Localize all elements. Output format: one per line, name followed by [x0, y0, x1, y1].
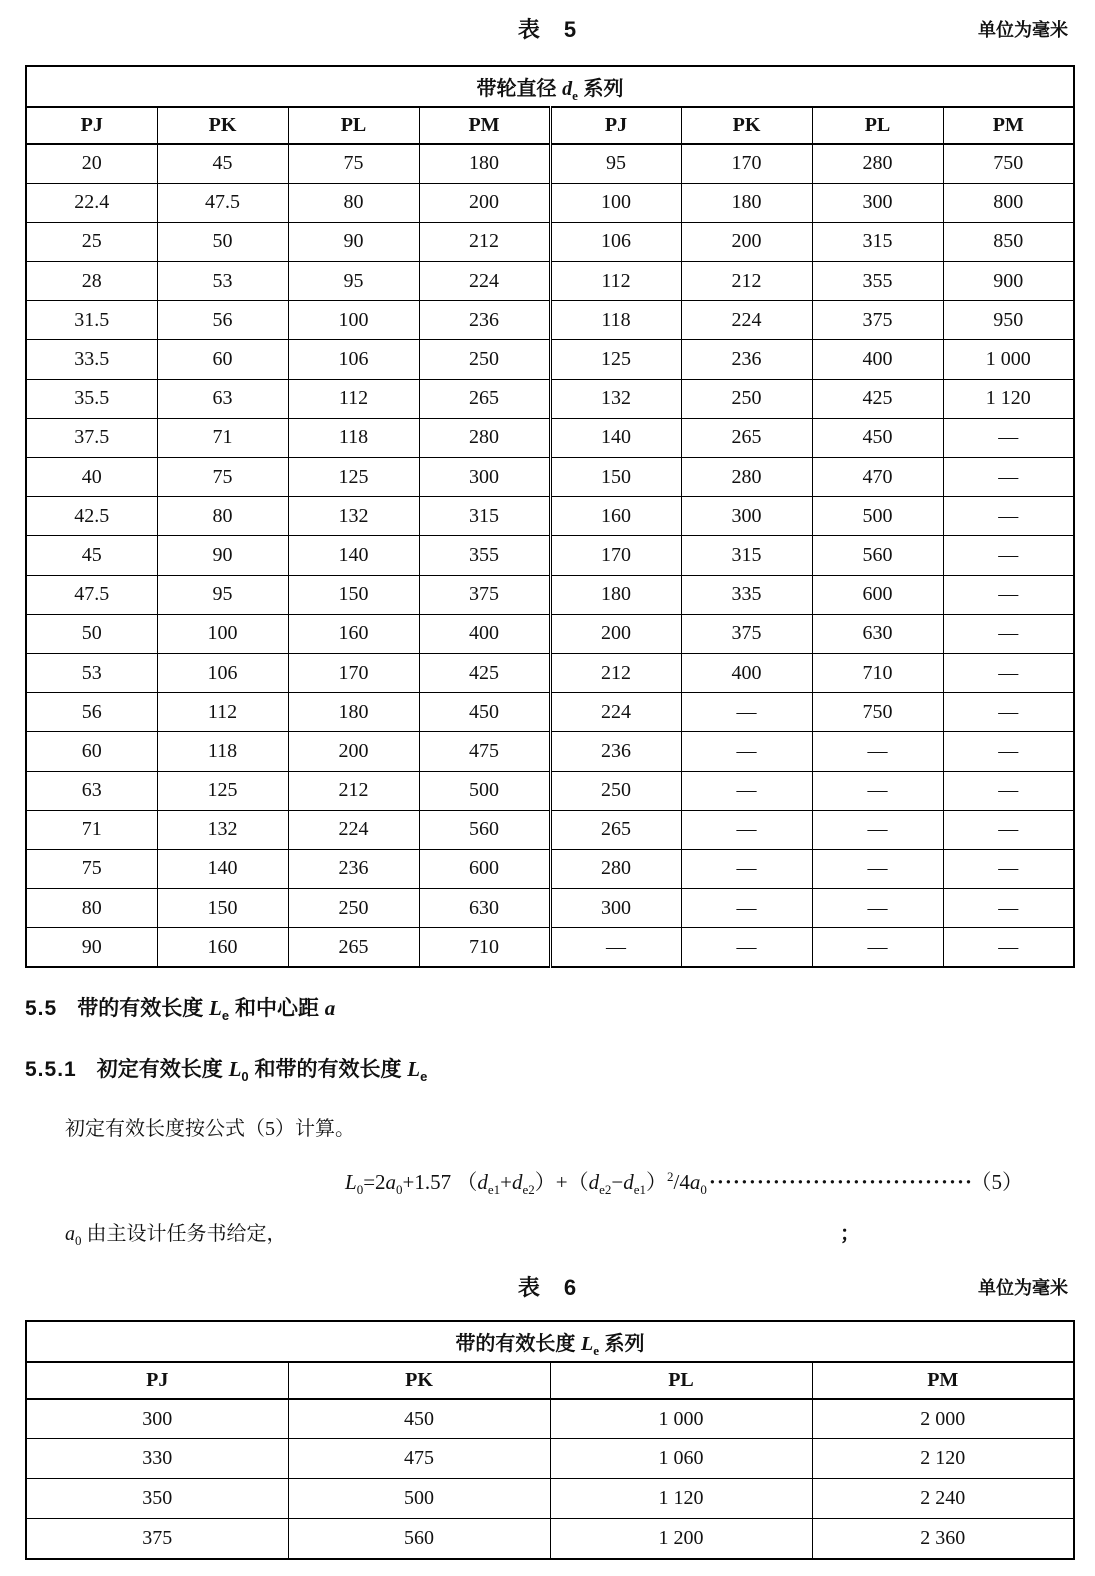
table-row: [26, 849, 1074, 888]
table5-caption-row: [25, 13, 1070, 45]
table-cell: 710: [812, 653, 943, 692]
table-cell: 335: [681, 575, 812, 614]
table-cell: —: [943, 575, 1074, 614]
table-cell: 160: [157, 928, 288, 967]
section-heading-5-5: [25, 992, 1070, 1022]
formula-var: d: [588, 1169, 600, 1194]
table-cell: 630: [812, 614, 943, 653]
table5-title: [26, 66, 1074, 107]
table-cell: —: [943, 771, 1074, 810]
table-cell: 37.5: [26, 418, 157, 457]
table-cell: 236: [419, 301, 550, 340]
table-cell: 630: [419, 889, 550, 928]
a0-var: a: [65, 1222, 75, 1245]
table-row: [26, 1362, 1074, 1399]
table-cell: PL: [812, 107, 943, 144]
table6-title-sub: e: [593, 1342, 599, 1358]
table-row: [26, 732, 1074, 771]
table-cell: PM: [943, 107, 1074, 144]
table-cell: 125: [288, 458, 419, 497]
table-cell: 400: [419, 614, 550, 653]
table-cell: 425: [812, 379, 943, 418]
table-cell: 560: [288, 1519, 550, 1559]
a0-paragraph: [65, 1217, 1070, 1246]
table-cell: 140: [157, 849, 288, 888]
table-cell: 224: [419, 262, 550, 301]
table-cell: 300: [419, 458, 550, 497]
table-cell: 33.5: [26, 340, 157, 379]
table-cell: 450: [288, 1399, 550, 1439]
table-cell: 45: [157, 144, 288, 183]
table-row: [26, 771, 1074, 810]
table-cell: 212: [419, 222, 550, 261]
formula-line: [25, 1166, 1070, 1196]
heading-var-L0: L: [228, 1056, 242, 1081]
formula-sub: e2: [522, 1182, 535, 1198]
table6-title: [26, 1321, 1074, 1362]
table-cell: 71: [26, 810, 157, 849]
table6-title-suffix: 系列: [599, 1332, 645, 1355]
table-cell: 2 120: [812, 1439, 1074, 1479]
table-cell: 265: [681, 418, 812, 457]
table-row: [26, 928, 1074, 967]
table6-title-prefix: 带的有效长度: [455, 1332, 581, 1355]
table-row: [26, 66, 1074, 107]
heading-var-sub: e: [420, 1069, 428, 1085]
section-number: 5.5.1: [25, 1057, 77, 1081]
table-row: [26, 1321, 1074, 1362]
table-cell: 425: [419, 653, 550, 692]
table-cell: —: [681, 849, 812, 888]
table-cell: 50: [157, 222, 288, 261]
table6-title-var: L: [581, 1332, 594, 1355]
table-cell: 118: [288, 418, 419, 457]
formula-sub: e2: [599, 1182, 612, 1198]
table-cell: 56: [157, 301, 288, 340]
table-cell: 2 240: [812, 1479, 1074, 1519]
table-cell: 63: [157, 379, 288, 418]
table-cell: —: [681, 693, 812, 732]
table-cell: 150: [550, 458, 681, 497]
table-cell: 125: [550, 340, 681, 379]
table-cell: 710: [419, 928, 550, 967]
table5-body: [26, 144, 1074, 967]
heading-text: 和中心距: [229, 996, 325, 1020]
table-cell: 1 200: [550, 1519, 812, 1559]
table-cell: 180: [681, 183, 812, 222]
table-cell: 375: [26, 1519, 288, 1559]
table6-unit-note: 单位为毫米: [978, 1277, 1068, 1298]
table-row: [26, 497, 1074, 536]
table-cell: 950: [943, 301, 1074, 340]
table-cell: 250: [288, 889, 419, 928]
formula-sub: 0: [396, 1182, 403, 1198]
table-cell: 224: [681, 301, 812, 340]
table-cell: 500: [812, 497, 943, 536]
formula-var: L: [345, 1169, 357, 1194]
table-cell: 22.4: [26, 183, 157, 222]
table-cell: —: [943, 810, 1074, 849]
heading-text: 初定有效长度: [96, 1057, 229, 1081]
table-cell: 500: [288, 1479, 550, 1519]
table5-title-var: d: [562, 78, 573, 100]
a0-sub: 0: [75, 1232, 82, 1248]
table-cell: —: [550, 928, 681, 967]
table6-body: [26, 1399, 1074, 1559]
table5-title-suffix: 系列: [577, 78, 624, 100]
table-row: [26, 1479, 1074, 1519]
table-cell: 200: [419, 183, 550, 222]
formula-op: +1.57 （: [402, 1169, 478, 1194]
table-cell: 475: [288, 1439, 550, 1479]
formula-sub: 0: [356, 1182, 364, 1198]
section-number: 5.5: [25, 996, 58, 1020]
table-cell: —: [681, 771, 812, 810]
table-cell: 40: [26, 458, 157, 497]
table-cell: 90: [26, 928, 157, 967]
table-cell: 132: [157, 810, 288, 849]
table-cell: 265: [419, 379, 550, 418]
table-cell: 600: [812, 575, 943, 614]
formula-var: d: [477, 1169, 488, 1194]
table-row: [26, 379, 1074, 418]
table-cell: 250: [550, 771, 681, 810]
table-cell: 315: [419, 497, 550, 536]
table-row: [26, 183, 1074, 222]
table-cell: 60: [157, 340, 288, 379]
table-cell: 265: [288, 928, 419, 967]
table-cell: 63: [26, 771, 157, 810]
table-cell: PM: [419, 107, 550, 144]
table-cell: 280: [419, 418, 550, 457]
table-cell: 250: [419, 340, 550, 379]
table5-title-row: [26, 66, 1074, 107]
table-cell: 31.5: [26, 301, 157, 340]
table-cell: 330: [26, 1439, 288, 1479]
table-cell: 112: [288, 379, 419, 418]
table-cell: 212: [288, 771, 419, 810]
table-cell: 150: [288, 575, 419, 614]
heading-var-sub: e: [221, 1008, 230, 1024]
formula-var: d: [623, 1169, 634, 1194]
table-cell: —: [681, 810, 812, 849]
table-cell: 355: [419, 536, 550, 575]
table-cell: 900: [943, 262, 1074, 301]
table-cell: 112: [157, 693, 288, 732]
table-cell: 1 120: [943, 379, 1074, 418]
table-cell: 470: [812, 458, 943, 497]
table-cell: 300: [812, 183, 943, 222]
table-cell: 80: [157, 497, 288, 536]
heading-var-L: L: [209, 995, 222, 1020]
table-cell: PJ: [26, 107, 157, 144]
table-cell: 75: [26, 849, 157, 888]
table-cell: 250: [681, 379, 812, 418]
heading-text: 和带的有效长度: [248, 1057, 408, 1081]
table-cell: 375: [419, 575, 550, 614]
table-cell: 180: [550, 575, 681, 614]
table-cell: —: [943, 928, 1074, 967]
table-cell: 53: [26, 653, 157, 692]
table-cell: 140: [550, 418, 681, 457]
table-cell: 90: [157, 536, 288, 575]
dotted-leader: ·································: [708, 1169, 973, 1194]
table-cell: —: [943, 693, 1074, 732]
table-cell: 560: [419, 810, 550, 849]
table-row: [26, 458, 1074, 497]
table-cell: 50: [26, 614, 157, 653]
formula-op: ）+（: [534, 1169, 589, 1194]
table-cell: —: [681, 889, 812, 928]
table-cell: 600: [419, 849, 550, 888]
table-cell: 170: [288, 653, 419, 692]
equation-number: （5）: [981, 1169, 1023, 1194]
table-cell: 450: [419, 693, 550, 732]
heading-var-Le: L: [407, 1056, 421, 1081]
formula-op: =2: [363, 1169, 386, 1194]
table-cell: 280: [550, 849, 681, 888]
table-cell: 212: [550, 653, 681, 692]
table6-caption: 表 6: [517, 1274, 578, 1300]
table-cell: 106: [288, 340, 419, 379]
table-cell: 100: [550, 183, 681, 222]
table-cell: 95: [550, 144, 681, 183]
table-row: [26, 614, 1074, 653]
table-cell: 170: [550, 536, 681, 575]
table-cell: PK: [681, 107, 812, 144]
table-cell: 118: [157, 732, 288, 771]
table-cell: —: [943, 653, 1074, 692]
table-row: [26, 653, 1074, 692]
table-cell: —: [943, 849, 1074, 888]
table-cell: 560: [812, 536, 943, 575]
table-cell: —: [812, 732, 943, 771]
table-cell: —: [943, 458, 1074, 497]
table-cell: —: [812, 810, 943, 849]
table-row: [26, 693, 1074, 732]
table-6-belt-length: [25, 1320, 1075, 1560]
table-cell: 125: [157, 771, 288, 810]
table-cell: —: [681, 928, 812, 967]
table5-column-headers: [26, 107, 1074, 144]
table-cell: 280: [812, 144, 943, 183]
table-cell: 800: [943, 183, 1074, 222]
table-cell: 400: [812, 340, 943, 379]
document-page: [0, 13, 1095, 1560]
table-cell: 47.5: [26, 575, 157, 614]
table-cell: 200: [681, 222, 812, 261]
table-cell: 212: [681, 262, 812, 301]
table-cell: 160: [288, 614, 419, 653]
table-row: [26, 810, 1074, 849]
table-cell: 180: [419, 144, 550, 183]
table-cell: 300: [26, 1399, 288, 1439]
table-cell: 95: [288, 262, 419, 301]
table-cell: 200: [550, 614, 681, 653]
table-cell: 47.5: [157, 183, 288, 222]
table-cell: —: [681, 732, 812, 771]
table-cell: PL: [288, 107, 419, 144]
table-cell: 100: [157, 614, 288, 653]
table-cell: 150: [157, 889, 288, 928]
table-cell: 355: [812, 262, 943, 301]
intro-paragraph: 初定有效长度按公式（5）计算。: [65, 1117, 355, 1140]
table-cell: 160: [550, 497, 681, 536]
table-row: [26, 144, 1074, 183]
table-cell: PK: [288, 1362, 550, 1399]
table6-caption-row: [25, 1271, 1070, 1303]
table-cell: 80: [26, 889, 157, 928]
table5-caption: 表 5: [517, 17, 578, 42]
a0-text: 由主设计任务书给定，: [81, 1222, 287, 1245]
table-cell: —: [943, 889, 1074, 928]
table-row: [26, 1399, 1074, 1439]
formula-sub: e1: [633, 1182, 647, 1198]
table-row: [26, 536, 1074, 575]
table-cell: PJ: [26, 1362, 288, 1399]
formula-op: +: [500, 1169, 512, 1194]
table-cell: —: [943, 614, 1074, 653]
table-cell: 1 120: [550, 1479, 812, 1519]
table-cell: 2 000: [812, 1399, 1074, 1439]
table-cell: 28: [26, 262, 157, 301]
table-cell: 236: [550, 732, 681, 771]
table-cell: PL: [550, 1362, 812, 1399]
table-cell: 112: [550, 262, 681, 301]
formula-op: /4: [673, 1169, 690, 1194]
heading-var-a: a: [324, 995, 336, 1020]
table-row: [26, 107, 1074, 144]
table-row: [26, 1439, 1074, 1479]
table-cell: 375: [812, 301, 943, 340]
formula-var: d: [512, 1169, 523, 1194]
table-cell: 265: [550, 810, 681, 849]
table-cell: 400: [681, 653, 812, 692]
table-cell: 750: [943, 144, 1074, 183]
table-cell: 90: [288, 222, 419, 261]
table-cell: —: [943, 497, 1074, 536]
table-row: [26, 575, 1074, 614]
table-cell: 45: [26, 536, 157, 575]
table-cell: 224: [550, 693, 681, 732]
table-cell: 300: [550, 889, 681, 928]
table6-column-headers: [26, 1362, 1074, 1399]
table-cell: 170: [681, 144, 812, 183]
table-cell: PM: [812, 1362, 1074, 1399]
table-cell: 315: [812, 222, 943, 261]
table-row: [26, 222, 1074, 261]
table-cell: 200: [288, 732, 419, 771]
table-cell: 106: [157, 653, 288, 692]
table-cell: 132: [550, 379, 681, 418]
table-cell: 350: [26, 1479, 288, 1519]
table-cell: 224: [288, 810, 419, 849]
table-cell: 71: [157, 418, 288, 457]
table-row: [26, 418, 1074, 457]
table-cell: 450: [812, 418, 943, 457]
table-cell: 53: [157, 262, 288, 301]
table5-title-prefix: 带轮直径: [476, 78, 563, 100]
table-cell: PK: [157, 107, 288, 144]
table6-title-row: [26, 1321, 1074, 1362]
table-cell: 80: [288, 183, 419, 222]
table-cell: 280: [681, 458, 812, 497]
table-cell: 95: [157, 575, 288, 614]
table-cell: 106: [550, 222, 681, 261]
formula-var: a: [385, 1169, 397, 1194]
heading-text: 带的有效长度: [77, 996, 210, 1020]
table-cell: 500: [419, 771, 550, 810]
table-cell: 42.5: [26, 497, 157, 536]
table-cell: 1 060: [550, 1439, 812, 1479]
table-cell: 375: [681, 614, 812, 653]
table-cell: 236: [288, 849, 419, 888]
table-cell: 315: [681, 536, 812, 575]
table-row: [26, 301, 1074, 340]
table-cell: —: [812, 928, 943, 967]
table-row: [26, 340, 1074, 379]
heading-var-sub: 0: [241, 1069, 249, 1085]
table-cell: 35.5: [26, 379, 157, 418]
table-cell: 75: [157, 458, 288, 497]
table-cell: 180: [288, 693, 419, 732]
table5-unit-note: 单位为毫米: [978, 20, 1068, 40]
table-cell: 1 000: [550, 1399, 812, 1439]
table-cell: —: [943, 536, 1074, 575]
table-cell: 20: [26, 144, 157, 183]
table-cell: —: [812, 849, 943, 888]
formula-op: −: [611, 1169, 624, 1194]
table-cell: 100: [288, 301, 419, 340]
table-row: [26, 889, 1074, 928]
table-cell: 118: [550, 301, 681, 340]
table-cell: 56: [26, 693, 157, 732]
table-cell: —: [812, 889, 943, 928]
table-cell: 236: [681, 340, 812, 379]
stray-semicolon: ；: [840, 1222, 860, 1245]
table-row: [26, 1519, 1074, 1559]
table-cell: —: [943, 418, 1074, 457]
table-cell: 750: [812, 693, 943, 732]
table-cell: 132: [288, 497, 419, 536]
section-heading-5-5-1: [25, 1053, 1070, 1083]
table-cell: 140: [288, 536, 419, 575]
formula-sub: 0: [700, 1182, 707, 1198]
table-cell: 2 360: [812, 1519, 1074, 1559]
table-cell: —: [812, 771, 943, 810]
table-cell: 850: [943, 222, 1074, 261]
table-cell: 300: [681, 497, 812, 536]
table-5-pulley-diameter: [25, 65, 1075, 968]
table-cell: 1 000: [943, 340, 1074, 379]
formula-var: a: [689, 1169, 701, 1194]
table5-title-sub: e: [572, 88, 578, 103]
table-cell: 475: [419, 732, 550, 771]
table-cell: 60: [26, 732, 157, 771]
table-cell: PJ: [550, 107, 681, 144]
formula-op: ）: [646, 1169, 668, 1194]
formula-sub: e1: [487, 1182, 501, 1198]
table-cell: 25: [26, 222, 157, 261]
table-cell: 75: [288, 144, 419, 183]
table-row: [26, 262, 1074, 301]
formula-sup: 2: [667, 1168, 674, 1184]
table-cell: —: [943, 732, 1074, 771]
